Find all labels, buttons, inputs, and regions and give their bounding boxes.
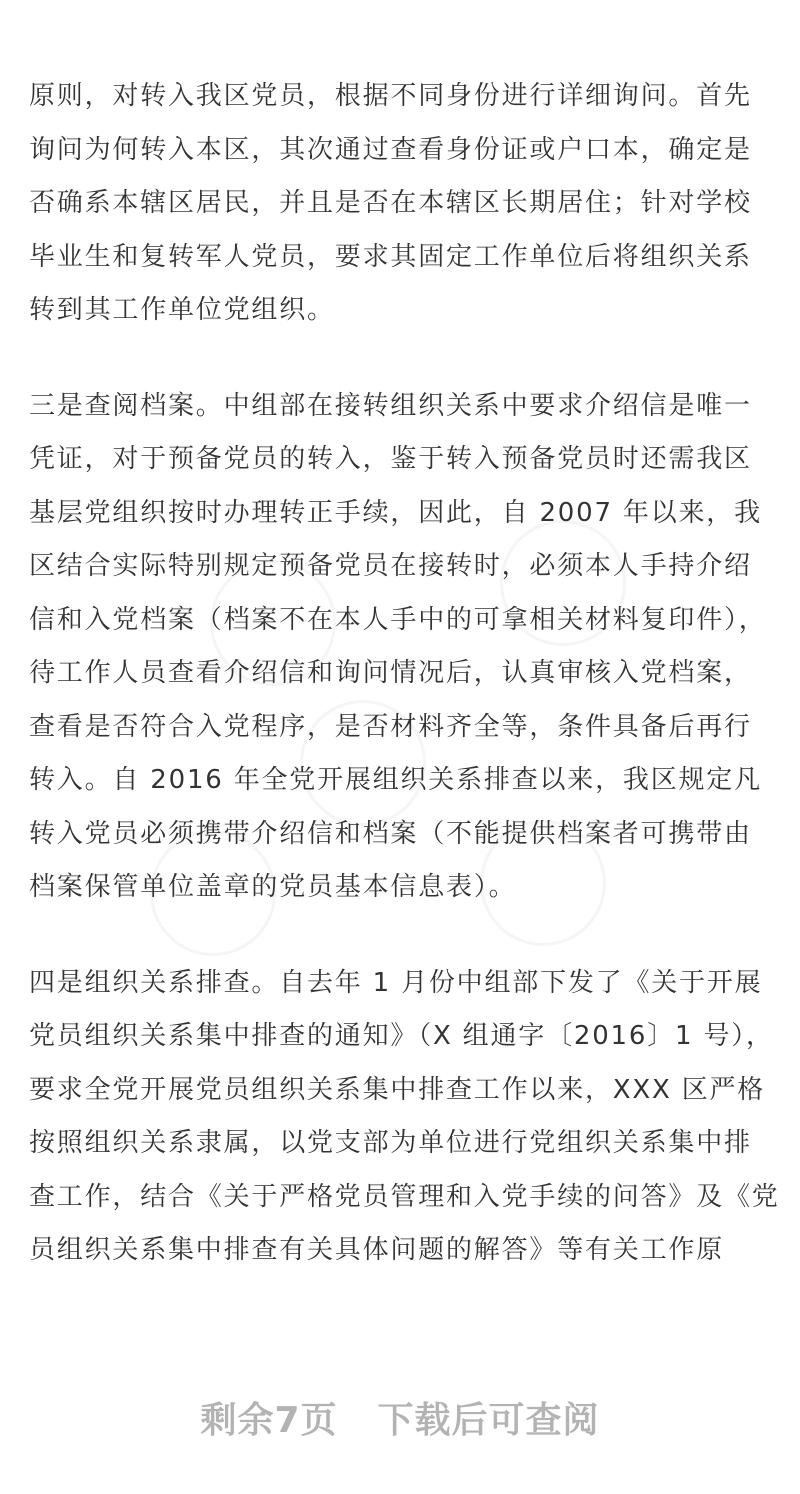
text-line: 三是查阅档案。中组部在接转组织关系中要求介绍信是唯一 bbox=[29, 390, 752, 421]
text-line: 询问为何转入本区，其次通过查看身份证或户口本，确定是 bbox=[29, 134, 752, 165]
text-line: 四是组织关系排查。自去年 1 月份中组部下发了《关于开展 bbox=[29, 967, 763, 998]
download-prompt-banner[interactable] bbox=[0, 1392, 800, 1443]
text-line: 查看是否符合入党程序，是否材料齐全等，条件具备后再行 bbox=[29, 711, 752, 742]
paragraph bbox=[29, 70, 779, 338]
text-line: 转入。自 2016 年全党开展组织关系排查以来，我区规定凡 bbox=[29, 765, 762, 795]
remaining-pages-text: 剩余7页 bbox=[200, 1400, 338, 1441]
paragraph bbox=[29, 380, 779, 915]
text-line: 待工作人员查看介绍信和询问情况后，认真审核入党档案， bbox=[29, 658, 752, 688]
text-line: 员组织关系集中排查有关具体问题的解答》等有关工作原 bbox=[29, 1235, 725, 1265]
text-line: 转入党员必须携带介绍信和档案（不能提供档案者可携带由 bbox=[29, 818, 752, 849]
text-line: 党员组织关系集中排查的通知》（X 组通字〔2016〕1 号）， bbox=[29, 1021, 774, 1051]
text-line: 否确系本辖区居民，并且是否在本辖区长期居住；针对学校 bbox=[29, 188, 752, 218]
text-line: 凭证，对于预备党员的转入，鉴于转入预备党员时还需我区 bbox=[29, 444, 752, 474]
text-line: 要求全党开展党员组织关系集中排查工作以来，XXX 区严格 bbox=[29, 1074, 766, 1105]
text-line: 基层党组织按时办理转正手续，因此，自 2007 年以来，我 bbox=[29, 497, 762, 528]
text-line: 信和入党档案（档案不在本人手中的可拿相关材料复印件）， bbox=[29, 604, 767, 635]
document-body bbox=[29, 70, 779, 1320]
text-line: 转到其工作单位党组织。 bbox=[29, 295, 335, 325]
text-line: 区结合实际特别规定预备党员在接转时，必须本人手持介绍 bbox=[29, 551, 752, 581]
text-line: 毕业生和复转军人党员，要求其固定工作单位后将组织关系 bbox=[29, 241, 752, 272]
text-line: 档案保管单位盖章的党员基本信息表）。 bbox=[29, 872, 517, 902]
download-to-view-text: 下载后可查阅 bbox=[377, 1400, 600, 1441]
text-line: 按照组织关系隶属，以党支部为单位进行党组织关系集中排 bbox=[29, 1128, 752, 1158]
text-line: 查工作，结合《关于严格党员管理和入党手续的问答》及《党 bbox=[29, 1181, 780, 1212]
text-line: 原则，对转入我区党员，根据不同身份进行详细询问。首先 bbox=[29, 81, 752, 111]
paragraph bbox=[29, 957, 779, 1278]
